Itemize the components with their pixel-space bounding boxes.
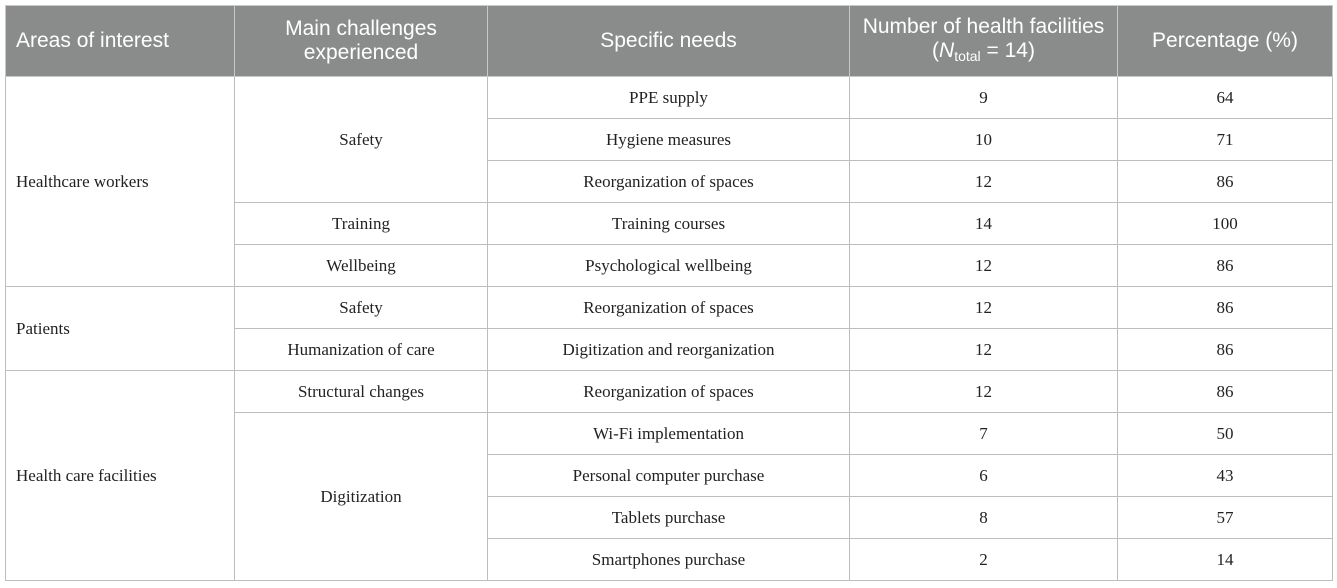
count-cell: 2 [850,539,1118,581]
percentage-cell: 100 [1118,203,1333,245]
count-cell: 6 [850,455,1118,497]
percentage-cell: 14 [1118,539,1333,581]
need-cell: Training courses [488,203,850,245]
area-cell: Patients [6,287,235,371]
header-areas: Areas of interest [6,6,235,77]
table-row [6,77,1333,119]
count-cell: 12 [850,329,1118,371]
header-needs: Specific needs [488,6,850,77]
table-container [5,5,1332,581]
need-cell: Reorganization of spaces [488,287,850,329]
percentage-cell: 86 [1118,287,1333,329]
count-cell: 14 [850,203,1118,245]
need-cell: PPE supply [488,77,850,119]
need-cell: Digitization and reorganization [488,329,850,371]
count-cell: 9 [850,77,1118,119]
header-challenges: Main challenges experienced [235,6,488,77]
need-cell: Tablets purchase [488,497,850,539]
percentage-cell: 43 [1118,455,1333,497]
table-row [6,371,1333,413]
table-header [6,6,1333,77]
count-cell: 12 [850,245,1118,287]
count-cell: 12 [850,371,1118,413]
health-facilities-table [5,5,1333,581]
need-cell: Psychological wellbeing [488,245,850,287]
count-cell: 10 [850,119,1118,161]
challenge-cell: Digitization [235,413,488,581]
need-cell: Wi-Fi implementation [488,413,850,455]
area-cell: Health care facilities [6,371,235,581]
header-facilities-n: N [939,38,955,62]
header-facilities [850,6,1118,77]
need-cell: Reorganization of spaces [488,371,850,413]
percentage-cell: 50 [1118,413,1333,455]
header-facilities-prefix: Number of health facilities ( [862,14,1105,62]
percentage-cell: 64 [1118,77,1333,119]
count-cell: 12 [850,287,1118,329]
need-cell: Hygiene measures [488,119,850,161]
percentage-cell: 86 [1118,161,1333,203]
need-cell: Personal computer purchase [488,455,850,497]
challenge-cell: Humanization of care [235,329,488,371]
header-percentage: Percentage (%) [1118,6,1333,77]
percentage-cell: 86 [1118,371,1333,413]
area-cell: Healthcare workers [6,77,235,287]
challenge-cell: Safety [235,77,488,203]
need-cell: Reorganization of spaces [488,161,850,203]
count-cell: 7 [850,413,1118,455]
percentage-cell: 86 [1118,329,1333,371]
need-cell: Smartphones purchase [488,539,850,581]
percentage-cell: 71 [1118,119,1333,161]
percentage-cell: 86 [1118,245,1333,287]
table-body [6,77,1333,581]
challenge-cell: Structural changes [235,371,488,413]
challenge-cell: Wellbeing [235,245,488,287]
header-row [6,6,1333,77]
challenge-cell: Training [235,203,488,245]
count-cell: 12 [850,161,1118,203]
percentage-cell: 57 [1118,497,1333,539]
header-facilities-suffix: = 14) [980,38,1035,62]
challenge-cell: Safety [235,287,488,329]
header-facilities-sub: total [954,47,981,64]
table-row [6,287,1333,329]
count-cell: 8 [850,497,1118,539]
